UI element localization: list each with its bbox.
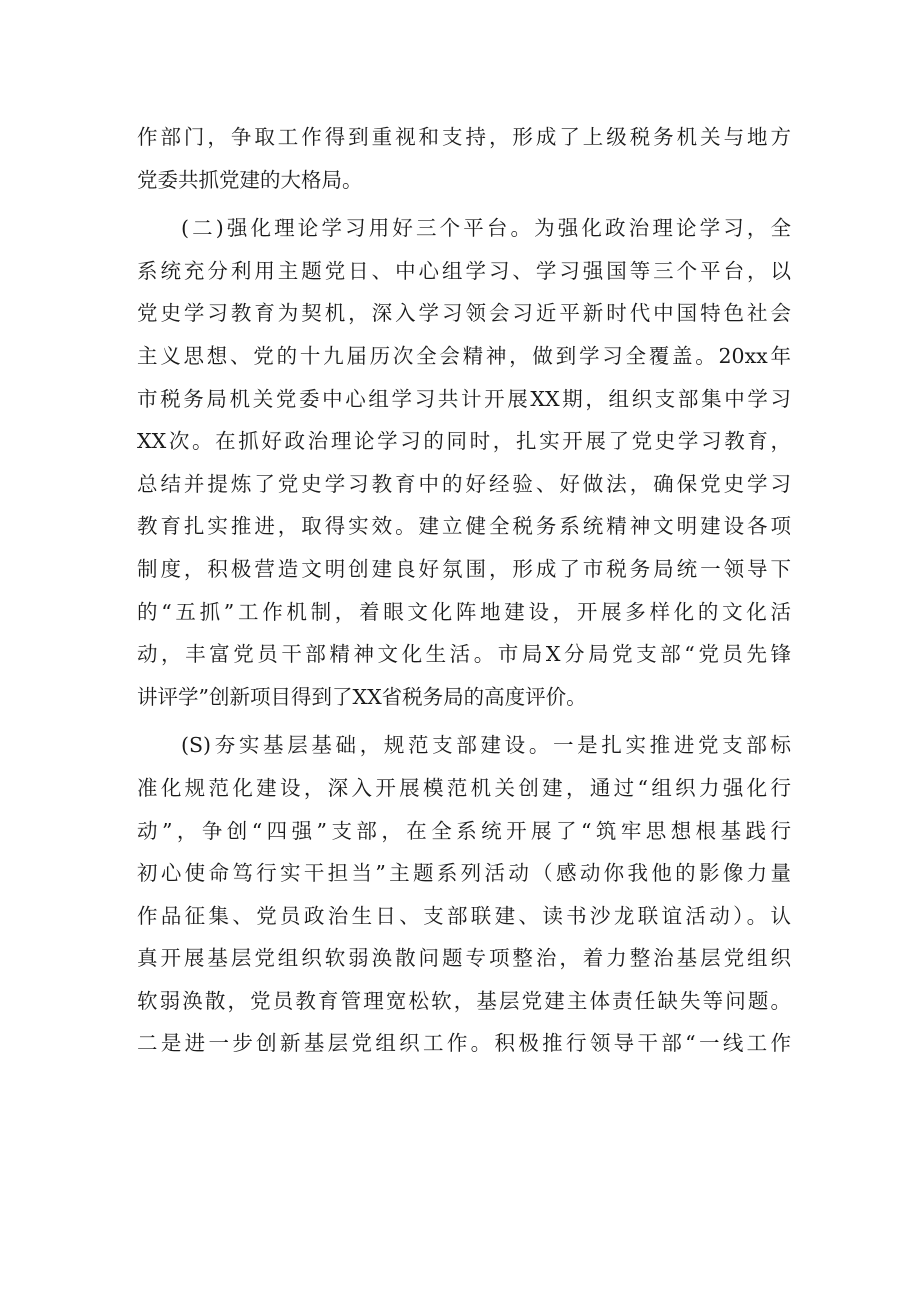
document-body — [137, 116, 791, 1071]
text-line: 动，丰富党员干部精神文化生活。市局X分局党支部“党员先锋 — [137, 642, 791, 667]
text-line: 制度，积极营造文明创建良好氛围，形成了市税务局统一领导下 — [137, 556, 791, 581]
text-line: 党委共抓党建的大格局。 — [137, 167, 363, 192]
text-line: 真开展基层党组织软弱涣散问题专项整治，着力整治基层党组织 — [137, 946, 791, 971]
text-line: 作品征集、党员政治生日、支部联建、读书沙龙联谊活动）。认 — [137, 903, 791, 928]
text-line: 软弱涣散，党员教育管理宽松软，基层党建主体责任缺失等问题。 — [137, 988, 791, 1013]
text-line: 初心使命笃行实干担当”主题系列活动（感动你我他的影像力量 — [137, 861, 791, 886]
text-line: 准化规范化建设，深入开展模范机关创建，通过“组织力强化行 — [137, 775, 791, 800]
paragraph-1 — [137, 116, 791, 201]
text-line: (二)强化理论学习用好三个平台。为强化政治理论学习，全 — [181, 216, 791, 241]
text-line: 系统充分利用主题党日、中心组学习、学习强国等三个平台，以 — [137, 258, 791, 283]
text-line: (S)夯实基层基础，规范支部建设。一是扎实推进党支部标 — [181, 733, 791, 758]
text-line: 讲评学”创新项目得到了XX省税务局的高度评价。 — [137, 684, 587, 709]
text-line: 党史学习教育为契机，深入学习领会习近平新时代中国特色社会 — [137, 301, 791, 326]
text-line: 二是进一步创新基层党组织工作。积极推行领导干部“一线工作 — [137, 1031, 791, 1056]
text-line: 总结并提炼了党史学习教育中的好经验、好做法，确保党史学习 — [137, 471, 791, 496]
text-line: 教育扎实推进，取得实效。建立健全税务系统精神文明建设各项 — [137, 514, 791, 539]
text-line: 市税务局机关党委中心组学习共计开展XX期，组织支部集中学习 — [137, 386, 791, 411]
text-line: 主义思想、党的十九届历次全会精神，做到学习全覆盖。20xx年 — [137, 343, 791, 368]
text-line: XX次。在抓好政治理论学习的同时，扎实开展了党史学习教育， — [137, 429, 791, 454]
text-line: 的“五抓”工作机制，着眼文化阵地建设，开展多样化的文化活 — [137, 599, 791, 624]
paragraph-2 — [137, 207, 791, 718]
text-line: 作部门，争取工作得到重视和支持，形成了上级税务机关与地方 — [137, 125, 791, 149]
paragraph-3 — [137, 724, 791, 1065]
text-line: 动”，争创“四强”支部，在全系统开展了“筑牢思想根基践行 — [137, 818, 791, 843]
